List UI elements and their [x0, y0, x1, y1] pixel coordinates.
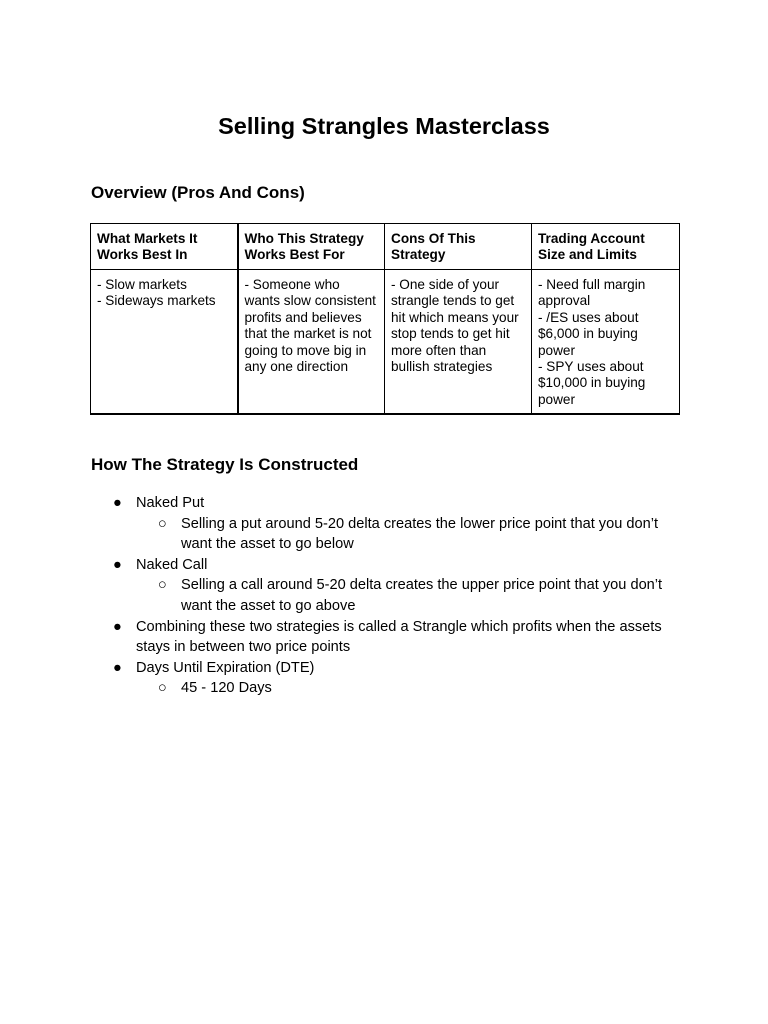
list-item-text: Days Until Expiration (DTE)	[136, 659, 315, 676]
hollow-bullet-icon: ○	[158, 515, 167, 532]
construction-heading: How The Strategy Is Constructed	[91, 455, 359, 474]
list-item	[91, 658, 691, 699]
sub-list	[136, 514, 691, 555]
cell-line: - Need full margin approval	[538, 277, 646, 309]
list-item	[91, 617, 691, 658]
construction-list	[91, 493, 691, 699]
hollow-bullet-icon: ○	[158, 680, 167, 697]
cell-line: - Sideways markets	[97, 293, 216, 309]
table-header-markets: What Markets It Works Best In	[91, 224, 238, 270]
sub-list	[136, 575, 691, 616]
table-header-account: Trading Account Size and Limits	[532, 224, 680, 270]
table-cell-who	[238, 270, 385, 415]
table-cell-markets	[91, 270, 238, 415]
table-header-row	[91, 224, 680, 270]
sub-list-item	[136, 678, 691, 699]
list-item-text: Naked Put	[136, 495, 205, 511]
overview-heading: Overview (Pros And Cons)	[91, 183, 305, 202]
list-item	[91, 493, 691, 555]
cell-line: - /ES uses about $6,000 in buying power	[538, 309, 639, 358]
cell-line: - Someone who wants slow consistent profits and believes that the market is not going to move big in any one direction	[244, 277, 376, 375]
pros-cons-table	[90, 223, 680, 415]
list-item-text: Naked Call	[136, 556, 208, 573]
table-header-cons: Cons Of This Strategy	[385, 224, 532, 270]
hollow-bullet-icon: ○	[158, 577, 167, 594]
bullet-icon: ●	[113, 495, 122, 511]
table-cell-cons	[385, 270, 532, 415]
table-header-who: Who This Strategy Works Best For	[238, 224, 385, 270]
list-item-text: Combining these two strategies is called a Strangle which profits when the assets stays in between two price points	[136, 618, 662, 656]
sub-list-item	[136, 575, 691, 616]
table-cell-account	[532, 270, 680, 415]
sub-list-item-text: 45 - 120 Days	[181, 680, 272, 697]
list-item	[91, 555, 691, 617]
sub-list	[136, 678, 691, 699]
sub-list-item-text: Selling a call around 5-20 delta creates the upper price point that you don’t want the asset to go above	[181, 577, 663, 614]
bullet-icon: ●	[113, 618, 122, 635]
cell-line: - One side of your strangle tends to get hit which means your stop tends to get hit more often than bullish strategies	[391, 277, 519, 375]
bullet-icon: ●	[113, 556, 122, 573]
table-row	[91, 270, 680, 415]
page-title: Selling Strangles Masterclass	[218, 113, 550, 139]
cell-line: - SPY uses about $10,000 in buying power	[538, 359, 646, 407]
sub-list-item	[136, 514, 691, 555]
cell-line: - Slow markets	[97, 277, 187, 292]
sub-list-item-text: Selling a put around 5-20 delta creates the lower price point that you don’t want the asset to go below	[181, 515, 659, 553]
bullet-icon: ●	[113, 659, 122, 676]
